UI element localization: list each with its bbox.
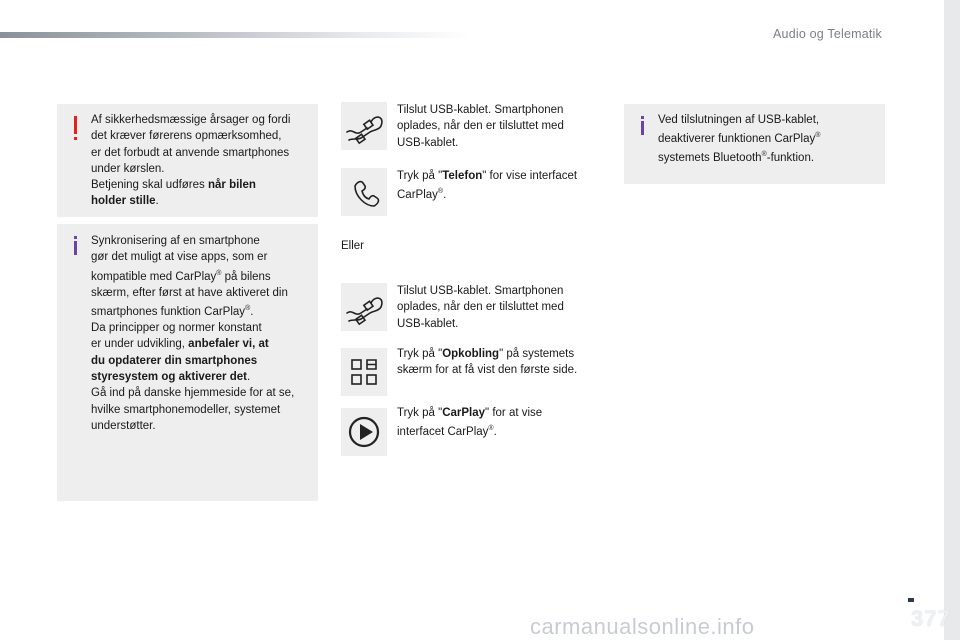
header-rule xyxy=(0,32,470,38)
usb-cable-icon xyxy=(341,102,387,150)
usb-cable-icon xyxy=(341,283,387,331)
step-tap-opkobling: Tryk på "Opkobling" på systemets skærm for at få vist den første side. xyxy=(397,348,578,377)
info-icon xyxy=(641,121,644,135)
page-number: 377 xyxy=(911,606,951,631)
info-box-sync xyxy=(57,224,318,501)
info-text-sync: Synkronisering af en smartphone gør det muligt at vise apps, som er kompatible med CarPlay® på bilens skærm, efter først at have aktiveret din smartphones funktion CarPlay®. Da principper og normer konstant er under udvikling, anbefaler vi, at du opdaterer din smartphones styresystem og aktiverer det. Gå ind på danske hjemmeside for at se, hvilke smartphonemodeller, systemet understøtter. xyxy=(91,235,295,432)
info-text-bluetooth: Ved tilslutningen af USB-kablet, deaktiverer funktionen CarPlay® systemets Bluetooth®-funktion. xyxy=(658,114,821,165)
phone-icon xyxy=(341,168,387,216)
page-marker xyxy=(908,598,914,602)
info-box-bluetooth xyxy=(624,104,885,184)
step-tap-carplay: Tryk på "CarPlay" for at vise interfacet CarPlay®. xyxy=(397,407,543,439)
warning-text: Af sikkerhedsmæssige årsager og fordi det kræver førerens opmærksomhed, er det forbudt at anvende smartphones under kørslen. Betjening skal udføres når bilen holder stille. xyxy=(91,114,291,208)
page-edge-strip xyxy=(944,0,960,640)
section-title: Audio og Telematik xyxy=(773,27,882,41)
step-tap-phone: Tryk på "Telefon" for vise interfacet CarPlay®. xyxy=(397,170,578,202)
warning-box xyxy=(57,104,318,217)
step-connect-usb-1: Tilslut USB-kablet. Smartphonen oplades, når den er tilsluttet med USB-kablet. xyxy=(397,104,564,149)
step-connect-usb-2: Tilslut USB-kablet. Smartphonen oplades, når den er tilsluttet med USB-kablet. xyxy=(397,285,564,330)
warning-icon xyxy=(74,116,77,134)
info-icon xyxy=(74,241,77,255)
apps-grid-icon xyxy=(341,348,387,396)
watermark: carmanualsonline.info xyxy=(530,614,755,639)
or-label: Eller xyxy=(341,240,365,252)
carplay-play-icon xyxy=(341,408,387,456)
